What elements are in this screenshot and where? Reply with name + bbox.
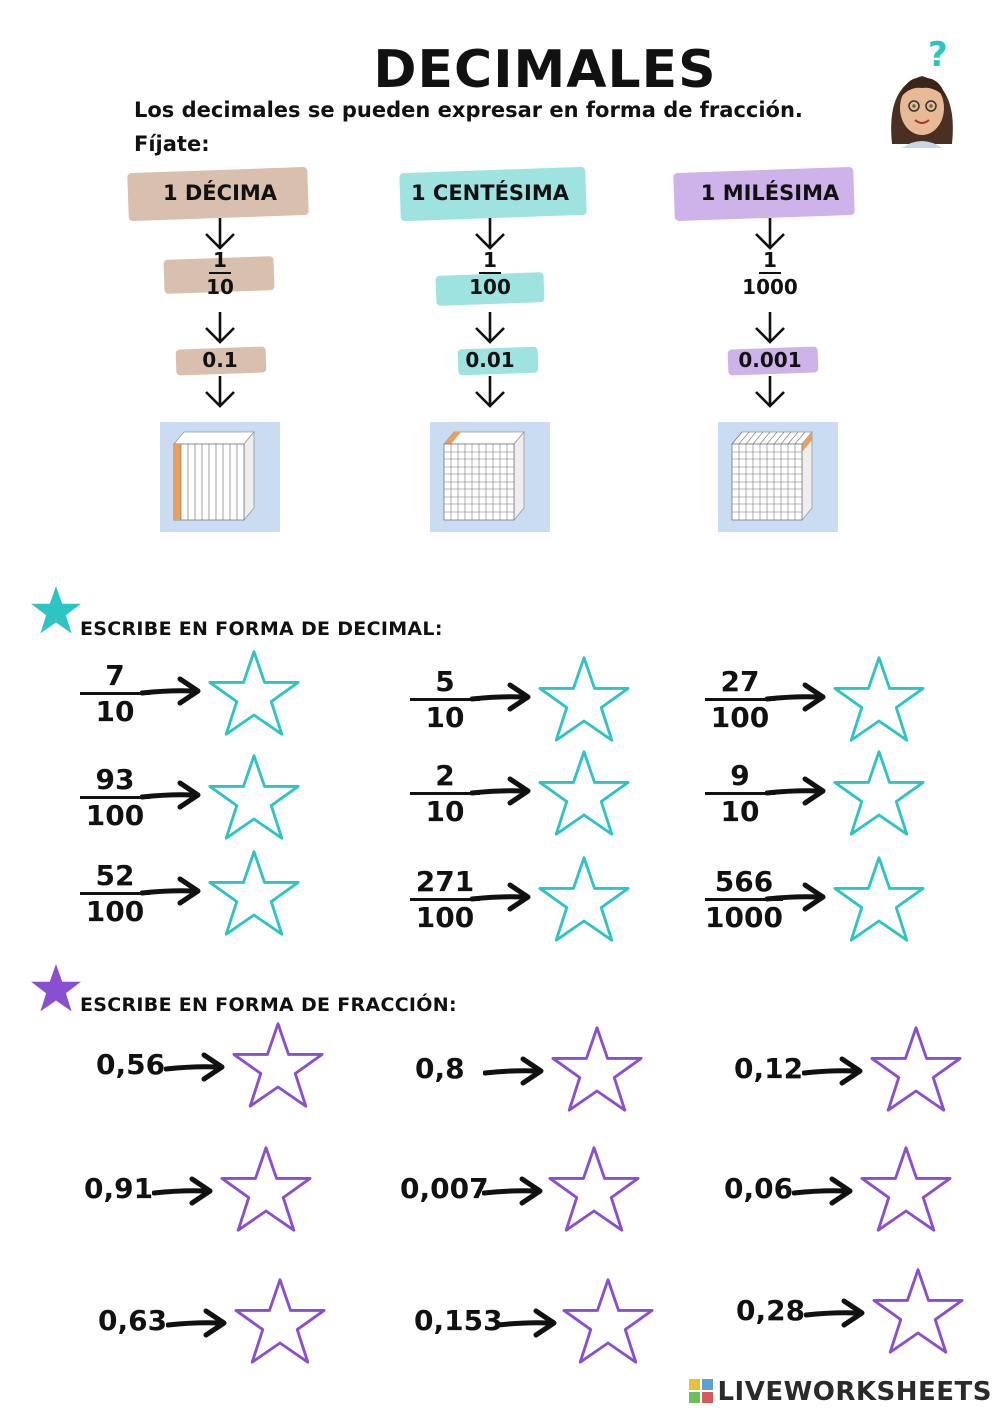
purple-star-icon bbox=[30, 962, 82, 1014]
answer-star-input[interactable] bbox=[831, 746, 927, 838]
arrow-right-icon bbox=[483, 1056, 545, 1086]
concept-decimal: 0.1 bbox=[202, 348, 238, 372]
arrow-down-icon bbox=[202, 216, 238, 252]
fraction-numerator: 271 bbox=[410, 866, 480, 901]
answer-star-input[interactable] bbox=[206, 846, 302, 938]
answer-star-input[interactable] bbox=[560, 1274, 656, 1366]
fraction-denominator: 1000 bbox=[705, 901, 783, 934]
concept-label: 1 DÉCIMA bbox=[162, 181, 278, 205]
arrow-down-icon bbox=[202, 310, 238, 346]
arrow-right-icon bbox=[496, 1308, 558, 1338]
answer-star-input[interactable] bbox=[536, 852, 632, 944]
exercise-decimal: 0,63 bbox=[98, 1304, 168, 1337]
arrow-down-icon bbox=[752, 374, 788, 410]
section-decimal-title: ESCRIBE EN FORMA DE DECIMAL: bbox=[80, 618, 443, 640]
exercise-decimal: 0,007 bbox=[400, 1172, 489, 1205]
fraction-denominator: 100 bbox=[710, 701, 770, 734]
exercise-decimal: 0,91 bbox=[84, 1172, 154, 1205]
arrow-right-icon bbox=[804, 1298, 866, 1328]
arrow-down-icon bbox=[752, 216, 788, 252]
section-fraction-title: ESCRIBE EN FORMA DE FRACCIÓN: bbox=[80, 994, 457, 1016]
liveworksheets-logo bbox=[689, 1377, 992, 1407]
concept-fraction: $\frac{1}{10}$ bbox=[206, 248, 234, 299]
fraction-denominator: 100 bbox=[85, 895, 145, 928]
answer-star-input[interactable] bbox=[868, 1022, 964, 1114]
arrow-right-icon bbox=[140, 780, 202, 810]
concept-fraction: $\frac{1}{100}$ bbox=[469, 248, 511, 299]
arrow-down-icon bbox=[472, 374, 508, 410]
arrow-right-icon bbox=[482, 1176, 544, 1206]
intro-hint: Fíjate: bbox=[134, 132, 210, 156]
arrow-right-icon bbox=[140, 876, 202, 906]
arrow-down-icon bbox=[752, 310, 788, 346]
answer-star-input[interactable] bbox=[536, 652, 632, 744]
concept-label: 1 CENTÉSIMA bbox=[410, 181, 569, 205]
fraction-denominator: 100 bbox=[85, 799, 145, 832]
answer-star-input[interactable] bbox=[870, 1264, 966, 1356]
arrow-right-icon bbox=[792, 1176, 854, 1206]
arrow-right-icon bbox=[470, 882, 532, 912]
teacher-avatar bbox=[876, 36, 968, 148]
arrow-down-icon bbox=[202, 374, 238, 410]
fraction-denominator: 10 bbox=[425, 701, 465, 734]
arrow-right-icon bbox=[470, 776, 532, 806]
fraction-numerator: 52 bbox=[80, 860, 150, 895]
exercise-decimal: 0,28 bbox=[736, 1294, 806, 1327]
exercise-decimal: 0,12 bbox=[734, 1052, 804, 1085]
answer-star-input[interactable] bbox=[549, 1022, 645, 1114]
fraction-denominator: 10 bbox=[95, 695, 135, 728]
fraction-denominator: 10 bbox=[425, 795, 465, 828]
arrow-down-icon bbox=[472, 310, 508, 346]
answer-star-input[interactable] bbox=[232, 1274, 328, 1366]
answer-star-input[interactable] bbox=[831, 652, 927, 744]
tenth-cube-image bbox=[160, 422, 280, 532]
answer-star-input[interactable] bbox=[546, 1142, 642, 1234]
teal-star-icon bbox=[30, 584, 82, 636]
answer-star-input[interactable] bbox=[230, 1018, 326, 1110]
fraction-numerator: 9 bbox=[705, 760, 775, 795]
arrow-right-icon bbox=[470, 682, 532, 712]
fraction-numerator: 7 bbox=[80, 660, 150, 695]
concept-decimal: 0.001 bbox=[738, 348, 802, 372]
arrow-right-icon bbox=[802, 1056, 864, 1086]
arrow-right-icon bbox=[765, 682, 827, 712]
answer-star-input[interactable] bbox=[218, 1142, 314, 1234]
page-title: DECIMALES bbox=[373, 40, 717, 100]
answer-star-input[interactable] bbox=[858, 1142, 954, 1234]
arrow-down-icon bbox=[472, 216, 508, 252]
fraction-numerator: 566 bbox=[705, 866, 783, 901]
concept-label: 1 MILÉSIMA bbox=[700, 181, 840, 205]
arrow-right-icon bbox=[765, 882, 827, 912]
hundredth-cube-image bbox=[430, 422, 550, 532]
arrow-right-icon bbox=[166, 1308, 228, 1338]
fraction-denominator: 10 bbox=[720, 795, 760, 828]
answer-star-input[interactable] bbox=[536, 746, 632, 838]
arrow-right-icon bbox=[140, 676, 202, 706]
fraction-numerator: 27 bbox=[705, 666, 775, 701]
concept-decimal: 0.01 bbox=[465, 348, 515, 372]
arrow-right-icon bbox=[152, 1176, 214, 1206]
liveworksheets-icon bbox=[689, 1379, 713, 1403]
svg-text:?: ? bbox=[928, 36, 948, 75]
answer-star-input[interactable] bbox=[206, 646, 302, 738]
thousandth-cube-image bbox=[718, 422, 838, 532]
answer-star-input[interactable] bbox=[831, 852, 927, 944]
fraction-numerator: 2 bbox=[410, 760, 480, 795]
answer-star-input[interactable] bbox=[206, 750, 302, 842]
footer-brand: LIVEWORKSHEETS bbox=[717, 1377, 992, 1407]
arrow-right-icon bbox=[765, 776, 827, 806]
intro-text: Los decimales se pueden expresar en forma de fracción. bbox=[134, 98, 803, 122]
fraction-denominator: 100 bbox=[415, 901, 475, 934]
concept-fraction: $\frac{1}{1000}$ bbox=[742, 248, 798, 299]
exercise-decimal: 0,56 bbox=[96, 1048, 166, 1081]
exercise-decimal: 0,153 bbox=[414, 1304, 503, 1337]
exercise-decimal: 0,06 bbox=[724, 1172, 794, 1205]
exercise-decimal: 0,8 bbox=[415, 1052, 465, 1085]
arrow-right-icon bbox=[164, 1052, 226, 1082]
fraction-numerator: 93 bbox=[80, 764, 150, 799]
fraction-numerator: 5 bbox=[410, 666, 480, 701]
